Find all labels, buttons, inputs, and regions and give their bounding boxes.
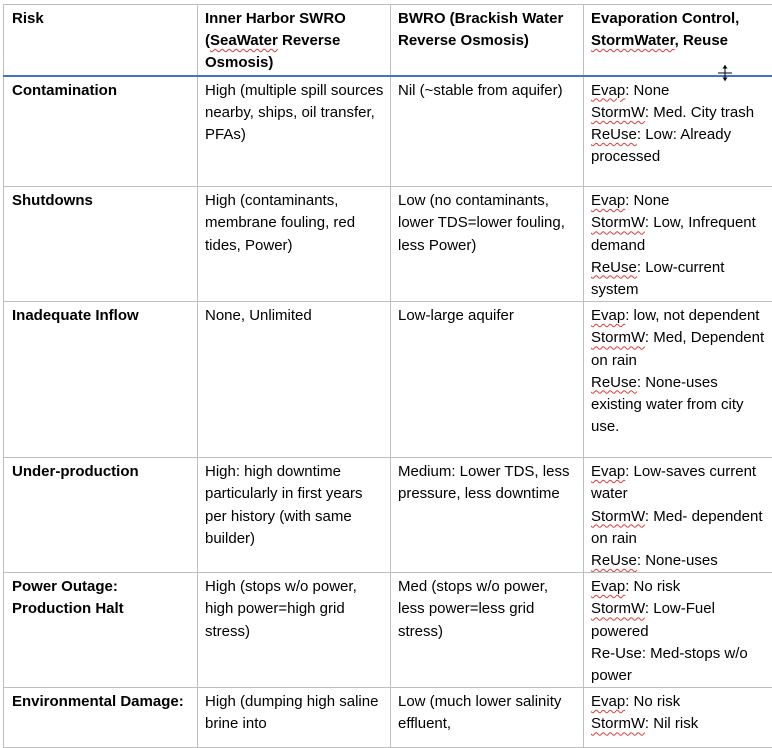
move-cursor-icon xyxy=(716,64,734,82)
risk-comparison-table xyxy=(3,4,772,748)
evap-line xyxy=(591,372,769,439)
cell-text: : Low-saves current water xyxy=(591,463,756,502)
evap-line xyxy=(591,691,769,713)
cell-text: Inner Harbor SWRO ( xyxy=(205,10,346,49)
swro-cell[interactable]: High (stops w/o power, high power=high grid stress) xyxy=(198,573,391,688)
cell-text: : None-uses xyxy=(637,552,718,569)
cell-text: , Reuse xyxy=(675,32,728,49)
evap-cell[interactable] xyxy=(584,573,772,688)
cell-text: : Med, Dependent on rain xyxy=(591,329,764,368)
risk-cell[interactable]: Under-production xyxy=(4,458,198,573)
cell-text: BWRO (Brackish Water Reverse Osmosis) xyxy=(398,10,563,49)
cell-text: : Med- dependent on rain xyxy=(591,508,763,547)
cell-text: : Low-Fuel powered xyxy=(591,600,715,639)
cell-text: : None xyxy=(625,192,669,209)
spellcheck-word: StormW xyxy=(591,214,645,231)
risk-cell[interactable]: Inadequate Inflow xyxy=(4,302,198,458)
risk-cell[interactable]: Power Outage: Production Halt xyxy=(4,573,198,688)
evap-line xyxy=(591,190,769,212)
cell-text: : Low, Infrequent demand xyxy=(591,214,756,253)
evap-line xyxy=(591,212,769,256)
evap-line xyxy=(591,550,769,572)
evap-line xyxy=(591,461,769,505)
spellcheck-word: Evap xyxy=(591,82,625,99)
table-row-contamination xyxy=(4,76,772,187)
header-row xyxy=(4,5,772,76)
bwro-cell[interactable]: Medium: Lower TDS, less pressure, less downtime xyxy=(391,458,584,573)
bwro-cell[interactable]: Med (stops w/o power, less power=less grid stress) xyxy=(391,573,584,688)
risk-cell[interactable]: Contamination xyxy=(4,76,198,187)
cell-text: Reverse Osmosis) xyxy=(205,32,340,71)
evap-line xyxy=(591,102,769,124)
evap-cell[interactable] xyxy=(584,458,772,573)
spellcheck-word: StormW xyxy=(591,104,645,121)
evap-cell[interactable] xyxy=(584,302,772,458)
cell-text: : Med. City trash xyxy=(645,104,754,121)
spellcheck-word: Evap xyxy=(591,463,625,480)
spellcheck-word: Evap xyxy=(591,578,625,595)
spellcheck-word: ReUse xyxy=(591,374,637,391)
evap-line xyxy=(591,643,769,687)
evap-cell[interactable] xyxy=(584,76,772,187)
bwro-cell[interactable]: Nil (~stable from aquifer) xyxy=(391,76,584,187)
spellcheck-word: StormW xyxy=(591,329,645,346)
evap-line xyxy=(591,257,769,301)
table-row-inadequate-inflow xyxy=(4,302,772,458)
cell-text: : low, not dependent xyxy=(625,307,759,324)
swro-cell[interactable]: High (contaminants, membrane fouling, red tides, Power) xyxy=(198,187,391,302)
evap-line xyxy=(591,506,769,550)
bwro-cell[interactable]: Low-large aquifer xyxy=(391,302,584,458)
evap-line xyxy=(591,80,769,102)
spellcheck-word: StormW xyxy=(591,715,645,732)
bwro-cell[interactable]: Low (no contaminants, lower TDS=lower fouling, less Power) xyxy=(391,187,584,302)
spellcheck-word: StormWater xyxy=(591,32,675,49)
spellcheck-word: SeaWater xyxy=(210,32,278,49)
cell-text: : None-uses existing water from city use. xyxy=(591,374,744,435)
header-cell-risk[interactable] xyxy=(4,5,198,76)
evap-line xyxy=(591,576,769,598)
risk-cell[interactable]: Environmental Damage: xyxy=(4,688,198,748)
evap-line xyxy=(591,713,769,735)
spellcheck-word: Evap xyxy=(591,307,625,324)
spellcheck-word: ReUse xyxy=(591,126,637,143)
evap-cell[interactable] xyxy=(584,688,772,748)
cell-text: : Nil risk xyxy=(645,715,698,732)
spellcheck-word: ReUse xyxy=(591,552,637,569)
bwro-cell[interactable]: Low (much lower salinity effluent, xyxy=(391,688,584,748)
evap-cell[interactable] xyxy=(584,187,772,302)
cell-text: Risk xyxy=(12,10,44,27)
spellcheck-word: Evap xyxy=(591,192,625,209)
evap-line xyxy=(591,598,769,642)
cell-text: : Low: Already processed xyxy=(591,126,731,165)
table-row-shutdowns xyxy=(4,187,772,302)
evap-line xyxy=(591,124,769,168)
table-row-under-production xyxy=(4,458,772,573)
cell-text: Re-Use: Med-stops w/o power xyxy=(591,645,748,684)
cell-text: : No risk xyxy=(625,578,680,595)
spellcheck-word: StormW xyxy=(591,508,645,525)
swro-cell[interactable]: High (dumping high saline brine into xyxy=(198,688,391,748)
cell-text: : No risk xyxy=(625,693,680,710)
swro-cell[interactable]: None, Unlimited xyxy=(198,302,391,458)
cell-text: : Low-current system xyxy=(591,259,724,298)
header-cell-bwro[interactable] xyxy=(391,5,584,76)
cell-text: : None xyxy=(625,82,669,99)
header-cell-swro[interactable] xyxy=(198,5,391,76)
table-row-environmental-damage xyxy=(4,688,772,748)
risk-cell[interactable]: Shutdowns xyxy=(4,187,198,302)
header-cell-evap[interactable] xyxy=(584,5,772,76)
swro-cell[interactable]: High: high downtime particularly in first years per history (with same builder) xyxy=(198,458,391,573)
table-body xyxy=(4,5,772,748)
spellcheck-word: Evap xyxy=(591,693,625,710)
spellcheck-word: StormW xyxy=(591,600,645,617)
evap-line xyxy=(591,327,769,371)
evap-line xyxy=(591,305,769,327)
swro-cell[interactable]: High (multiple spill sources nearby, ships, oil transfer, PFAs) xyxy=(198,76,391,187)
table-row-power-outage xyxy=(4,573,772,688)
spellcheck-word: ReUse xyxy=(591,259,637,276)
cell-text: Evaporation Control, xyxy=(591,10,739,27)
